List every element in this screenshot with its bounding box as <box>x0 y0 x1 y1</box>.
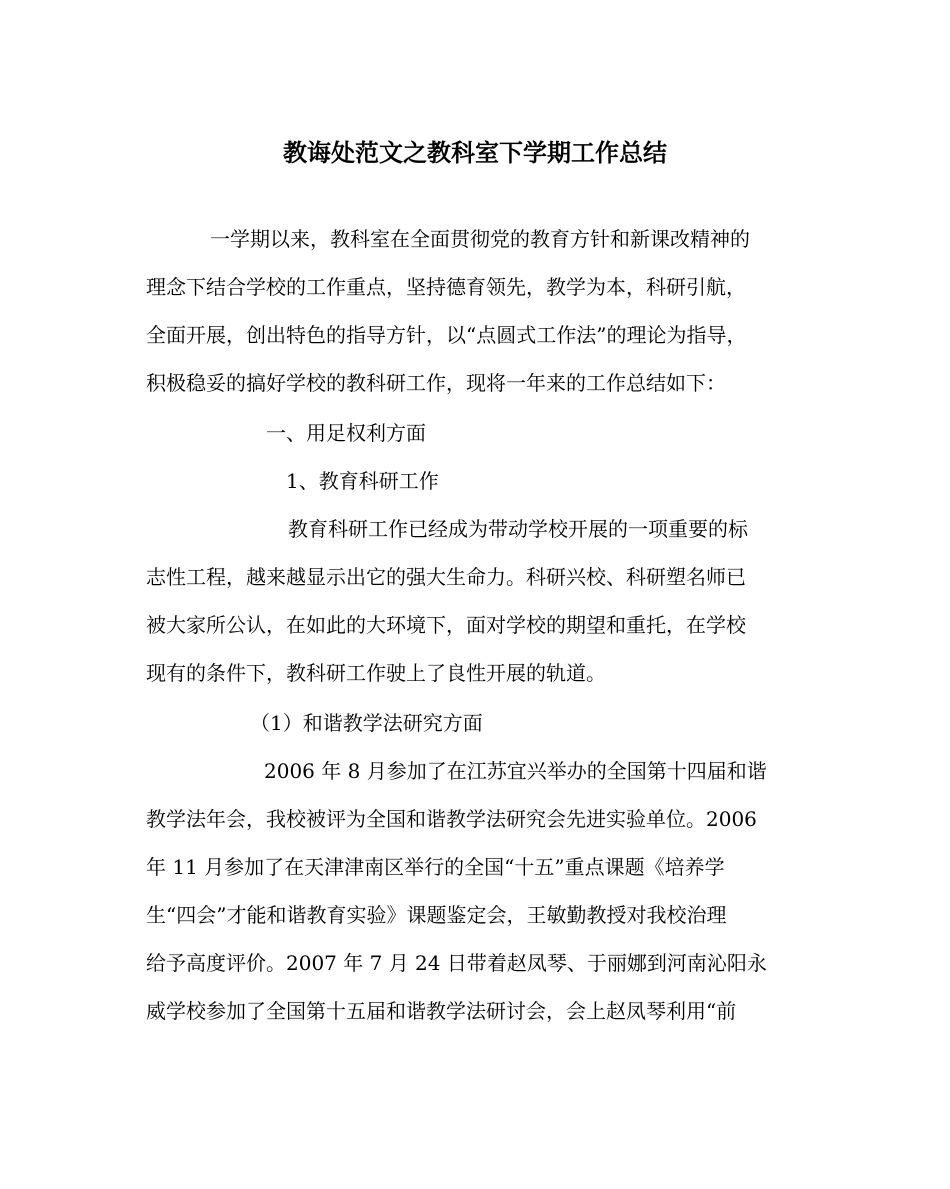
paragraph-line-2: 理念下结合学校的工作重点，坚持德育领先，教学为本，科研引航， <box>146 275 746 299</box>
section-heading: 一、用足权利方面 <box>266 421 426 445</box>
paragraph-line-13: 教学法年会，我校被评为全国和谐教学法研究会先进实验单位。2006 <box>146 807 757 831</box>
paragraph-line-7: 教育科研工作已经成为带动学校开展的一项重要的标 <box>288 517 748 541</box>
paragraph-line-3: 全面开展，创出特色的指导方针，以“点圆式工作法”的理论为指导， <box>146 323 747 347</box>
paragraph-line-1: 一学期以来，教科室在全面贯彻党的教育方针和新课改精神的 <box>210 227 750 251</box>
paragraph-line-12: 2006 年 8 月参加了在江苏宜兴举办的全国第十四届和谐 <box>264 759 767 783</box>
paragraph-line-15: 生“四会”才能和谐教育实验》课题鉴定会，王敏勤教授对我校治理 <box>146 903 727 927</box>
paragraph-line-17: 威学校参加了全国第十五届和谐教学法研讨会，会上赵凤琴利用“前 <box>146 999 737 1023</box>
paragraph-line-16: 给予高度评价。2007 年 7 月 24 日带着赵凤琴、于丽娜到河南沁阳永 <box>146 951 767 975</box>
document-title: 教诲处范文之教科室下学期工作总结 <box>283 138 667 167</box>
paragraph-line-10: 现有的条件下，教科研工作驶上了良性开展的轨道。 <box>146 661 606 685</box>
paragraph-line-14: 年 11 月参加了在天津津南区举行的全国“十五”重点课题《培养学 <box>146 855 725 879</box>
paragraph-line-9: 被大家所公认，在如此的大环境下，面对学校的期望和重托，在学校 <box>146 613 746 637</box>
paragraph-line-8: 志性工程，越来越显示出它的强大生命力。科研兴校、科研塑名师已 <box>146 565 746 589</box>
paragraph-line-4: 积极稳妥的搞好学校的教科研工作，现将一年来的工作总结如下： <box>146 371 726 395</box>
item-heading: （1）和谐教学法研究方面 <box>250 711 483 735</box>
subsection-heading: 1、教育科研工作 <box>286 469 439 493</box>
